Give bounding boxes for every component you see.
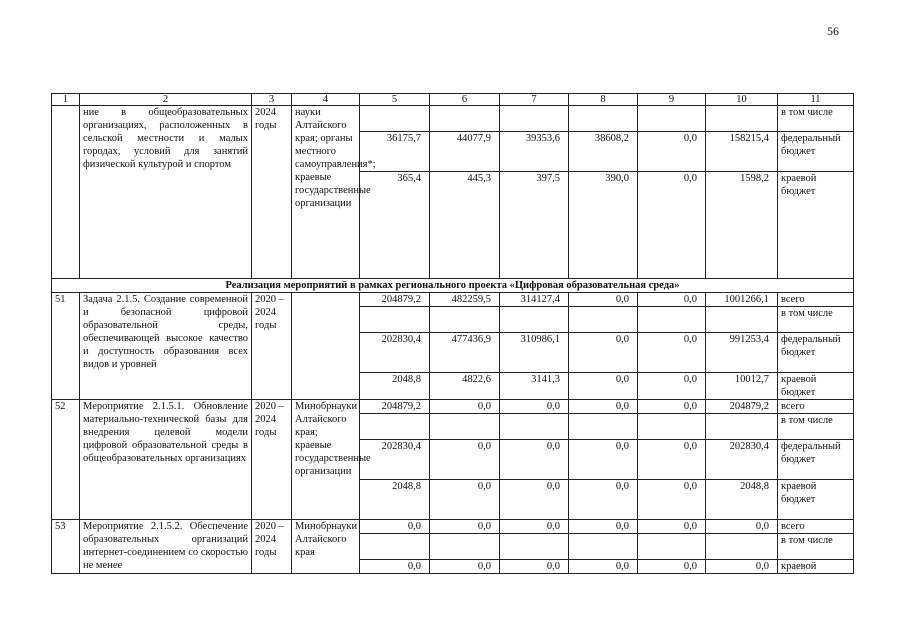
value-cell: 0,0: [569, 440, 638, 480]
value-cell: 0,0: [569, 520, 638, 534]
source-cell: в том числе: [778, 534, 854, 560]
page-number: 56: [827, 24, 839, 38]
value-cell: 10012,7: [706, 373, 778, 400]
table-row: [52, 106, 854, 132]
value-cell: 0,0: [569, 560, 638, 574]
value-cell: [360, 106, 430, 132]
value-cell: 4822,6: [430, 373, 500, 400]
value-cell: 0,0: [569, 333, 638, 373]
value-cell: 0,0: [638, 333, 706, 373]
value-cell: 0,0: [500, 480, 569, 520]
value-cell: [706, 534, 778, 560]
value-cell: 0,0: [430, 560, 500, 574]
value-cell: 202830,4: [360, 333, 430, 373]
value-cell: 3141,3: [500, 373, 569, 400]
value-cell: 0,0: [500, 400, 569, 414]
item-name-cell: Задача 2.1.5. Создание современной и безопасной цифровой образовательной среды, обеспечивающей высокое качество и доступность образования всех видов и уровней: [80, 293, 252, 400]
value-cell: 0,0: [500, 560, 569, 574]
table-row: [52, 520, 854, 534]
term-cell: 2020 – 2024 годы: [252, 520, 292, 574]
header-cell: 4: [292, 94, 360, 106]
value-cell: 2048,8: [706, 480, 778, 520]
value-cell: 397,5: [500, 172, 569, 279]
source-cell: всего: [778, 293, 854, 307]
row-number-cell: 53: [52, 520, 80, 574]
value-cell: 0,0: [638, 400, 706, 414]
section-title: Реализация мероприятий в рамках регионального проекта «Цифровая образовательная среда»: [52, 279, 854, 293]
value-cell: [569, 307, 638, 333]
value-cell: [638, 414, 706, 440]
item-name-cell: ние в общеобразовательных организациях, расположенных в сельской местности и малых городах, условий для занятий физической культурой и спортом: [80, 106, 252, 279]
source-cell: краевой бюджет: [778, 480, 854, 520]
value-cell: 0,0: [360, 520, 430, 534]
value-cell: 0,0: [430, 480, 500, 520]
value-cell: 0,0: [569, 373, 638, 400]
value-cell: [500, 414, 569, 440]
value-cell: 0,0: [638, 132, 706, 172]
table-row: [52, 293, 854, 307]
source-cell: в том числе: [778, 414, 854, 440]
row-number-cell: 52: [52, 400, 80, 520]
value-cell: [430, 106, 500, 132]
value-cell: [430, 414, 500, 440]
header-cell: 7: [500, 94, 569, 106]
header-cell: 6: [430, 94, 500, 106]
source-cell: всего: [778, 400, 854, 414]
value-cell: 204879,2: [360, 400, 430, 414]
item-name-cell: Мероприятие 2.1.5.2. Обеспечение образовательных организаций интернет-соединением со скоростью не менее: [80, 520, 252, 574]
row-number-cell: [52, 106, 80, 279]
executor-cell: Минобрнауки Алтайского края; краевые государственные организации: [292, 400, 360, 520]
value-cell: 0,0: [430, 440, 500, 480]
value-cell: [430, 307, 500, 333]
value-cell: [638, 307, 706, 333]
value-cell: [500, 534, 569, 560]
term-cell: 2024 годы: [252, 106, 292, 279]
value-cell: 0,0: [430, 520, 500, 534]
term-cell: 2020 – 2024 годы: [252, 400, 292, 520]
value-cell: 0,0: [638, 520, 706, 534]
source-cell: в том числе: [778, 106, 854, 132]
header-cell: 11: [778, 94, 854, 106]
value-cell: 44077,9: [430, 132, 500, 172]
value-cell: 158215,4: [706, 132, 778, 172]
term-cell: 2020 – 2024 годы: [252, 293, 292, 400]
value-cell: 204879,2: [360, 293, 430, 307]
value-cell: 0,0: [638, 480, 706, 520]
table-row: [52, 400, 854, 414]
value-cell: 0,0: [569, 293, 638, 307]
value-cell: [638, 534, 706, 560]
value-cell: [360, 414, 430, 440]
value-cell: 310986,1: [500, 333, 569, 373]
value-cell: 1001266,1: [706, 293, 778, 307]
value-cell: 39353,6: [500, 132, 569, 172]
value-cell: 204879,2: [706, 400, 778, 414]
value-cell: 314127,4: [500, 293, 569, 307]
value-cell: [706, 307, 778, 333]
value-cell: 1598,2: [706, 172, 778, 279]
value-cell: 0,0: [430, 400, 500, 414]
header-cell: 10: [706, 94, 778, 106]
header-cell: 9: [638, 94, 706, 106]
table-header-row: [52, 94, 854, 106]
value-cell: 482259,5: [430, 293, 500, 307]
source-cell: в том числе: [778, 307, 854, 333]
value-cell: 0,0: [638, 293, 706, 307]
value-cell: 0,0: [360, 560, 430, 574]
value-cell: 365,4: [360, 172, 430, 279]
source-cell: федеральный бюджет: [778, 440, 854, 480]
value-cell: 0,0: [638, 560, 706, 574]
item-name-cell: Мероприятие 2.1.5.1. Обновление материально-технической базы для внедрения целевой модели цифровой образовательной среды в общеобразовательных организациях: [80, 400, 252, 520]
header-cell: 1: [52, 94, 80, 106]
executor-cell: науки Алтайского края; органы местного самоуправления*; краевые государственные организации: [292, 106, 360, 279]
value-cell: 0,0: [569, 400, 638, 414]
section-row: [52, 279, 854, 293]
value-cell: 0,0: [638, 440, 706, 480]
header-cell: 8: [569, 94, 638, 106]
source-cell: федеральный бюджет: [778, 132, 854, 172]
source-cell: краевой бюджет: [778, 373, 854, 400]
value-cell: 991253,4: [706, 333, 778, 373]
value-cell: [500, 307, 569, 333]
value-cell: 202830,4: [360, 440, 430, 480]
source-cell: краевой бюджет: [778, 172, 854, 279]
source-cell: краевой: [778, 560, 854, 574]
value-cell: 2048,8: [360, 373, 430, 400]
value-cell: [360, 307, 430, 333]
value-cell: 36175,7: [360, 132, 430, 172]
value-cell: [569, 534, 638, 560]
source-cell: всего: [778, 520, 854, 534]
value-cell: 445,3: [430, 172, 500, 279]
value-cell: [569, 414, 638, 440]
value-cell: 477436,9: [430, 333, 500, 373]
source-cell: федеральный бюджет: [778, 333, 854, 373]
value-cell: [706, 414, 778, 440]
value-cell: [500, 106, 569, 132]
value-cell: [360, 534, 430, 560]
value-cell: 2048,8: [360, 480, 430, 520]
executor-cell: Минобрнауки Алтайского края: [292, 520, 360, 574]
value-cell: [569, 106, 638, 132]
budget-table: [51, 93, 854, 574]
value-cell: 0,0: [638, 373, 706, 400]
executor-cell: [292, 293, 360, 400]
value-cell: 390,0: [569, 172, 638, 279]
value-cell: 0,0: [706, 520, 778, 534]
row-number-cell: 51: [52, 293, 80, 400]
value-cell: [638, 106, 706, 132]
value-cell: 0,0: [569, 480, 638, 520]
header-cell: 5: [360, 94, 430, 106]
value-cell: 0,0: [638, 172, 706, 279]
value-cell: [706, 106, 778, 132]
header-cell: 2: [80, 94, 252, 106]
value-cell: 202830,4: [706, 440, 778, 480]
value-cell: [430, 534, 500, 560]
value-cell: 0,0: [706, 560, 778, 574]
value-cell: 0,0: [500, 520, 569, 534]
value-cell: 38608,2: [569, 132, 638, 172]
header-cell: 3: [252, 94, 292, 106]
value-cell: 0,0: [500, 440, 569, 480]
